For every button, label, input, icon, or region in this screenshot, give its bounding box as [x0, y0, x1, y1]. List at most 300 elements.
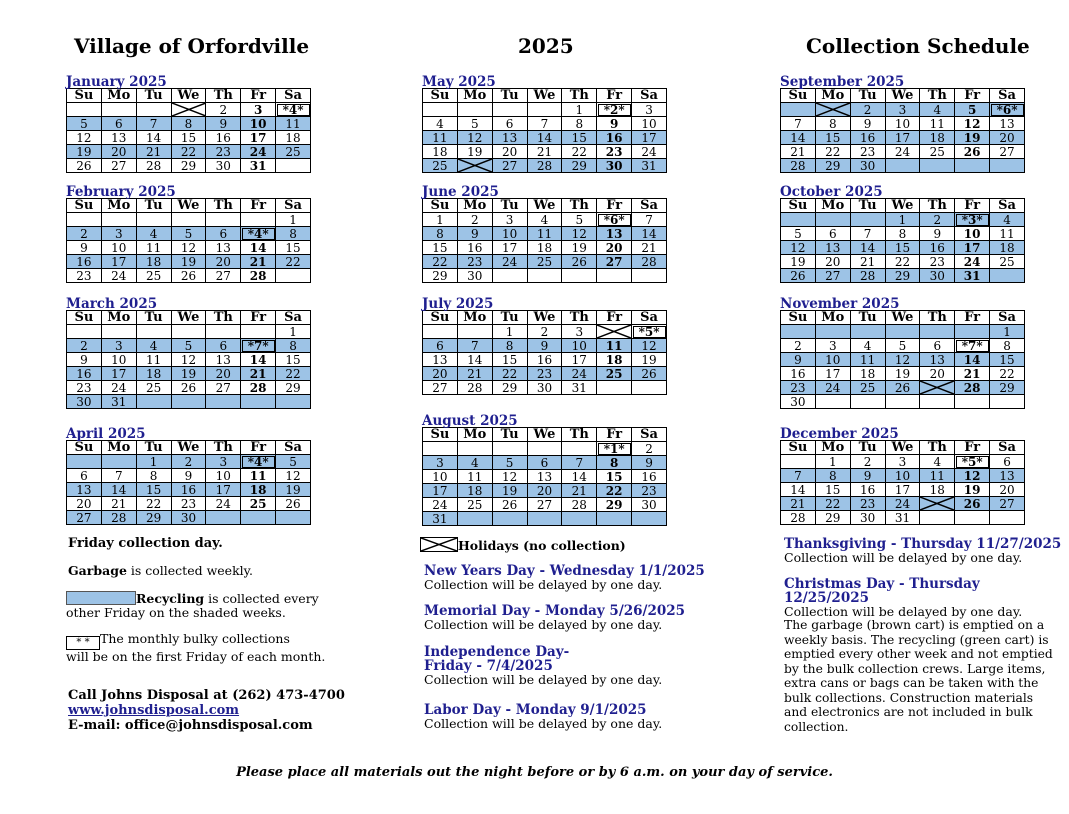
week-row [423, 103, 667, 117]
day-cell: 18 [276, 131, 311, 145]
cart-note [784, 618, 1053, 734]
week-row [423, 325, 667, 339]
holiday-newyears [424, 564, 705, 592]
week-row [781, 469, 1025, 483]
empty-cell [101, 325, 136, 339]
day-cell: 28 [781, 511, 816, 525]
day-cell: 4 [527, 213, 562, 227]
day-cell: 4 [920, 455, 955, 469]
day-cell: 21 [781, 145, 816, 159]
day-cell: 13 [423, 353, 458, 367]
day-cell: 30 [67, 395, 102, 409]
day-cell: 27 [423, 381, 458, 395]
day-cell: 13 [492, 131, 527, 145]
month-title: November 2025 [780, 296, 900, 312]
day-cell: 15 [171, 131, 206, 145]
day-header: Mo [457, 199, 492, 213]
day-cell: 14 [632, 227, 667, 241]
empty-cell [67, 455, 102, 469]
day-cell: 8 [276, 227, 311, 241]
day-cell: 24 [101, 269, 136, 283]
holiday-thanksgiving-delay: Collection will be delayed by one day. [784, 550, 1023, 565]
week-row [67, 131, 311, 145]
day-cell: 20 [423, 367, 458, 381]
day-cell: 5 [781, 227, 816, 241]
day-cell: 30 [527, 381, 562, 395]
holiday-independence [424, 645, 662, 687]
empty-cell [815, 213, 850, 227]
week-row [781, 227, 1025, 241]
day-cell: 3 [101, 339, 136, 353]
week-row [781, 483, 1025, 497]
day-cell: *5* [955, 455, 990, 469]
week-row [423, 159, 667, 173]
day-header: Su [781, 311, 816, 325]
week-row [67, 497, 311, 511]
day-cell: 12 [562, 227, 597, 241]
day-cell: 6 [67, 469, 102, 483]
day-cell: 18 [920, 131, 955, 145]
legend-recycling-bold: Recycling [136, 591, 205, 606]
week-row [781, 395, 1025, 409]
holiday-christmas-title: Christmas Day - Thursday 12/25/2025 [784, 576, 980, 606]
day-header: Fr [241, 89, 276, 103]
day-cell: *6* [597, 213, 632, 227]
day-cell: 10 [562, 339, 597, 353]
day-cell: 13 [101, 131, 136, 145]
day-header: Tu [136, 441, 171, 455]
week-row [423, 117, 667, 131]
day-cell: 25 [276, 145, 311, 159]
empty-cell [990, 269, 1025, 283]
day-cell: 12 [632, 339, 667, 353]
empty-cell [101, 103, 136, 117]
month-title: October 2025 [780, 184, 883, 200]
holiday-x-icon [458, 159, 492, 172]
legend-garbage-text: is collected weekly. [126, 563, 254, 578]
day-cell: 26 [276, 497, 311, 511]
day-cell: 14 [850, 241, 885, 255]
page-title-village: Village of Orfordville [74, 34, 310, 58]
day-cell: 15 [276, 353, 311, 367]
day-header: Mo [457, 428, 492, 442]
day-header: Sa [276, 441, 311, 455]
day-cell: 14 [781, 483, 816, 497]
day-cell: 23 [850, 497, 885, 511]
day-cell: 17 [241, 131, 276, 145]
calendar-june [422, 186, 667, 283]
day-cell: 15 [815, 483, 850, 497]
day-cell: 4 [457, 456, 492, 470]
week-row [423, 241, 667, 255]
day-cell: 22 [815, 145, 850, 159]
day-cell: 27 [206, 381, 241, 395]
week-row [423, 213, 667, 227]
day-cell: 23 [171, 497, 206, 511]
week-row [67, 469, 311, 483]
week-row [423, 353, 667, 367]
week-row [423, 484, 667, 498]
week-row [67, 511, 311, 525]
day-header: Mo [457, 89, 492, 103]
day-cell: 5 [885, 339, 920, 353]
day-cell: 30 [850, 159, 885, 173]
week-row [67, 103, 311, 117]
day-cell: 29 [990, 381, 1025, 395]
day-header: Tu [492, 428, 527, 442]
week-row [67, 483, 311, 497]
day-cell: 17 [885, 483, 920, 497]
month-grid [422, 310, 667, 395]
empty-cell [990, 159, 1025, 173]
day-cell: 7 [632, 213, 667, 227]
day-cell: 30 [457, 269, 492, 283]
empty-cell [492, 442, 527, 456]
day-header: Tu [850, 441, 885, 455]
empty-cell [276, 395, 311, 409]
day-cell: 5 [171, 339, 206, 353]
empty-cell [990, 511, 1025, 525]
page-title-year: 2025 [518, 34, 574, 58]
holiday-christmas [784, 577, 1069, 619]
day-cell: 30 [850, 511, 885, 525]
day-header: Fr [597, 89, 632, 103]
day-cell: 10 [885, 469, 920, 483]
contact-website-link[interactable]: www.johnsdisposal.com [68, 703, 240, 718]
empty-cell [562, 512, 597, 526]
empty-cell [206, 511, 241, 525]
day-cell: 5 [562, 213, 597, 227]
week-row [67, 269, 311, 283]
day-cell: 24 [206, 497, 241, 511]
empty-cell [67, 325, 102, 339]
day-cell: 17 [815, 367, 850, 381]
day-cell: 8 [885, 227, 920, 241]
day-cell: 24 [885, 497, 920, 511]
day-cell: 16 [920, 241, 955, 255]
week-row [67, 325, 311, 339]
day-cell: 9 [457, 227, 492, 241]
day-cell: 12 [781, 241, 816, 255]
day-cell: 25 [136, 269, 171, 283]
day-cell: 14 [101, 483, 136, 497]
day-cell: 6 [990, 455, 1025, 469]
day-cell: 5 [171, 227, 206, 241]
empty-cell [885, 325, 920, 339]
day-cell: 23 [527, 367, 562, 381]
day-cell: 16 [171, 483, 206, 497]
holiday-cell [457, 159, 492, 173]
day-cell: 31 [562, 381, 597, 395]
empty-cell [527, 103, 562, 117]
day-cell: 3 [632, 103, 667, 117]
day-header: Mo [101, 441, 136, 455]
month-title: August 2025 [422, 413, 518, 429]
day-cell: 2 [67, 227, 102, 241]
week-row [67, 241, 311, 255]
cart-note-line: collection. [784, 719, 849, 734]
day-header: Th [562, 311, 597, 325]
month-grid [66, 440, 311, 525]
week-row [67, 213, 311, 227]
day-cell: 10 [632, 117, 667, 131]
day-cell: 13 [527, 470, 562, 484]
week-row [781, 511, 1025, 525]
day-cell: *5* [632, 325, 667, 339]
legend-bulky [66, 632, 325, 664]
day-cell: 12 [955, 117, 990, 131]
day-cell: 25 [457, 498, 492, 512]
day-header: Su [423, 89, 458, 103]
day-cell: 28 [955, 381, 990, 395]
day-cell: 7 [527, 117, 562, 131]
empty-cell [632, 512, 667, 526]
holiday-christmas-delay: Collection will be delayed by one day. [784, 604, 1023, 619]
calendar-october [780, 186, 1025, 283]
contact-call: Call Johns Disposal at (262) 473-4700 [68, 688, 345, 703]
holiday-memorial-delay: Collection will be delayed by one day. [424, 617, 663, 632]
day-cell: 27 [990, 145, 1025, 159]
empty-cell [67, 103, 102, 117]
month-grid [422, 427, 667, 526]
day-cell: 26 [171, 381, 206, 395]
day-cell: 14 [241, 353, 276, 367]
empty-cell [492, 269, 527, 283]
day-cell: *4* [241, 455, 276, 469]
legend-garbage-bold: Garbage [68, 563, 127, 578]
day-cell: 1 [562, 103, 597, 117]
day-cell: 29 [423, 269, 458, 283]
day-cell: 17 [955, 241, 990, 255]
empty-cell [885, 159, 920, 173]
holiday-labor-delay: Collection will be delayed by one day. [424, 716, 663, 731]
day-cell: 20 [492, 145, 527, 159]
day-cell: 3 [206, 455, 241, 469]
week-row [423, 381, 667, 395]
empty-cell [920, 159, 955, 173]
empty-cell [457, 325, 492, 339]
day-cell: 4 [920, 103, 955, 117]
day-cell: 4 [990, 213, 1025, 227]
day-cell: 3 [241, 103, 276, 117]
day-header: Mo [457, 311, 492, 325]
day-cell: *1* [597, 442, 632, 456]
day-cell: 27 [597, 255, 632, 269]
day-cell: 5 [67, 117, 102, 131]
holiday-x-icon [816, 103, 850, 116]
empty-cell [597, 269, 632, 283]
month-grid [780, 88, 1025, 173]
empty-cell [781, 103, 816, 117]
day-cell: 15 [423, 241, 458, 255]
day-cell: 11 [850, 353, 885, 367]
day-header: Th [206, 441, 241, 455]
day-cell: 28 [241, 381, 276, 395]
day-cell: 16 [781, 367, 816, 381]
month-title: December 2025 [780, 426, 899, 442]
day-cell: 8 [276, 339, 311, 353]
day-cell: 25 [920, 145, 955, 159]
day-cell: 10 [955, 227, 990, 241]
day-cell: 27 [527, 498, 562, 512]
day-cell: 8 [171, 117, 206, 131]
day-cell: 12 [276, 469, 311, 483]
day-cell: 10 [815, 353, 850, 367]
day-cell: 15 [597, 470, 632, 484]
day-cell: 28 [457, 381, 492, 395]
empty-cell [136, 395, 171, 409]
day-cell: 3 [885, 455, 920, 469]
day-header: Sa [632, 428, 667, 442]
day-cell: 5 [457, 117, 492, 131]
day-header: We [885, 199, 920, 213]
day-cell: 31 [955, 269, 990, 283]
day-header: We [885, 441, 920, 455]
day-cell: 10 [492, 227, 527, 241]
empty-cell [206, 395, 241, 409]
week-row [781, 367, 1025, 381]
month-grid [780, 310, 1025, 409]
holiday-cell [920, 381, 955, 395]
day-cell: 11 [990, 227, 1025, 241]
day-cell: 17 [492, 241, 527, 255]
day-header: Tu [850, 311, 885, 325]
empty-cell [632, 381, 667, 395]
week-row [781, 497, 1025, 511]
day-cell: 22 [276, 255, 311, 269]
holiday-independence-title-1: Independence Day- [424, 644, 570, 660]
calendar-july [422, 298, 667, 395]
day-cell: 9 [206, 117, 241, 131]
day-cell: 22 [136, 497, 171, 511]
day-cell: 1 [492, 325, 527, 339]
day-cell: 21 [101, 497, 136, 511]
day-cell: 4 [136, 339, 171, 353]
day-cell: 11 [457, 470, 492, 484]
empty-cell [101, 213, 136, 227]
calendar-february [66, 186, 311, 283]
day-header: Sa [990, 441, 1025, 455]
day-header: We [527, 89, 562, 103]
day-header: Sa [276, 89, 311, 103]
week-row [423, 269, 667, 283]
day-cell: 27 [67, 511, 102, 525]
day-cell: 11 [136, 353, 171, 367]
day-cell: 29 [492, 381, 527, 395]
day-cell: 27 [492, 159, 527, 173]
day-cell: 29 [276, 381, 311, 395]
day-cell: 28 [781, 159, 816, 173]
week-row [423, 145, 667, 159]
day-header: Mo [815, 89, 850, 103]
calendar-december [780, 428, 1025, 525]
day-cell: 25 [597, 367, 632, 381]
day-cell: 7 [101, 469, 136, 483]
day-cell: 24 [885, 145, 920, 159]
day-cell: 19 [171, 367, 206, 381]
day-header: Th [920, 441, 955, 455]
day-cell: 22 [597, 484, 632, 498]
day-cell: 25 [423, 159, 458, 173]
holiday-cell [920, 497, 955, 511]
empty-cell [850, 213, 885, 227]
empty-cell [562, 269, 597, 283]
day-cell: 20 [527, 484, 562, 498]
day-cell: 13 [206, 241, 241, 255]
day-cell: 18 [850, 367, 885, 381]
day-cell: 28 [562, 498, 597, 512]
cart-note-line: The garbage (brown cart) is emptied on a [784, 618, 1045, 632]
day-header: We [527, 311, 562, 325]
day-cell: 9 [632, 456, 667, 470]
day-header: Tu [850, 199, 885, 213]
week-row [423, 456, 667, 470]
day-header: Mo [815, 311, 850, 325]
day-cell: 13 [67, 483, 102, 497]
calendar-november [780, 298, 1025, 409]
day-cell: 21 [241, 367, 276, 381]
day-cell: 8 [423, 227, 458, 241]
day-cell: 9 [67, 241, 102, 255]
week-row [781, 117, 1025, 131]
day-cell: 18 [597, 353, 632, 367]
day-header: Su [781, 89, 816, 103]
day-cell: 17 [885, 131, 920, 145]
empty-cell [423, 325, 458, 339]
day-cell: 11 [920, 117, 955, 131]
day-header: Tu [136, 199, 171, 213]
week-row [67, 159, 311, 173]
empty-cell [815, 325, 850, 339]
day-header: Th [206, 89, 241, 103]
day-cell: 7 [457, 339, 492, 353]
day-cell: 28 [632, 255, 667, 269]
day-header: Tu [492, 89, 527, 103]
day-cell: 22 [276, 367, 311, 381]
day-cell: 29 [815, 159, 850, 173]
day-cell: 13 [990, 469, 1025, 483]
day-cell: 3 [101, 227, 136, 241]
day-cell: 2 [171, 455, 206, 469]
empty-cell [206, 213, 241, 227]
day-header: Th [920, 89, 955, 103]
week-row [781, 213, 1025, 227]
empty-cell [920, 325, 955, 339]
day-header: Sa [990, 311, 1025, 325]
empty-cell [241, 395, 276, 409]
day-cell: 15 [276, 241, 311, 255]
day-cell: 20 [920, 367, 955, 381]
day-cell: 31 [885, 511, 920, 525]
day-cell: 28 [241, 269, 276, 283]
day-cell: 23 [67, 269, 102, 283]
cart-note-line: extra cans or bags can be taken with the [784, 676, 1039, 690]
week-row [781, 353, 1025, 367]
week-row [423, 131, 667, 145]
day-cell: 16 [597, 131, 632, 145]
cart-note-line: by the bulk collection crews. Large items, [784, 661, 1046, 676]
holiday-x-icon [920, 381, 954, 394]
day-cell: 26 [955, 497, 990, 511]
week-row [67, 353, 311, 367]
week-row [781, 381, 1025, 395]
cart-note-line: weekly basis. The recycling (green cart) is [784, 632, 1049, 647]
legend-recycling-text: is collected every [204, 591, 319, 606]
day-header: Sa [632, 89, 667, 103]
week-row [67, 381, 311, 395]
day-cell: 10 [206, 469, 241, 483]
day-header: Su [423, 428, 458, 442]
